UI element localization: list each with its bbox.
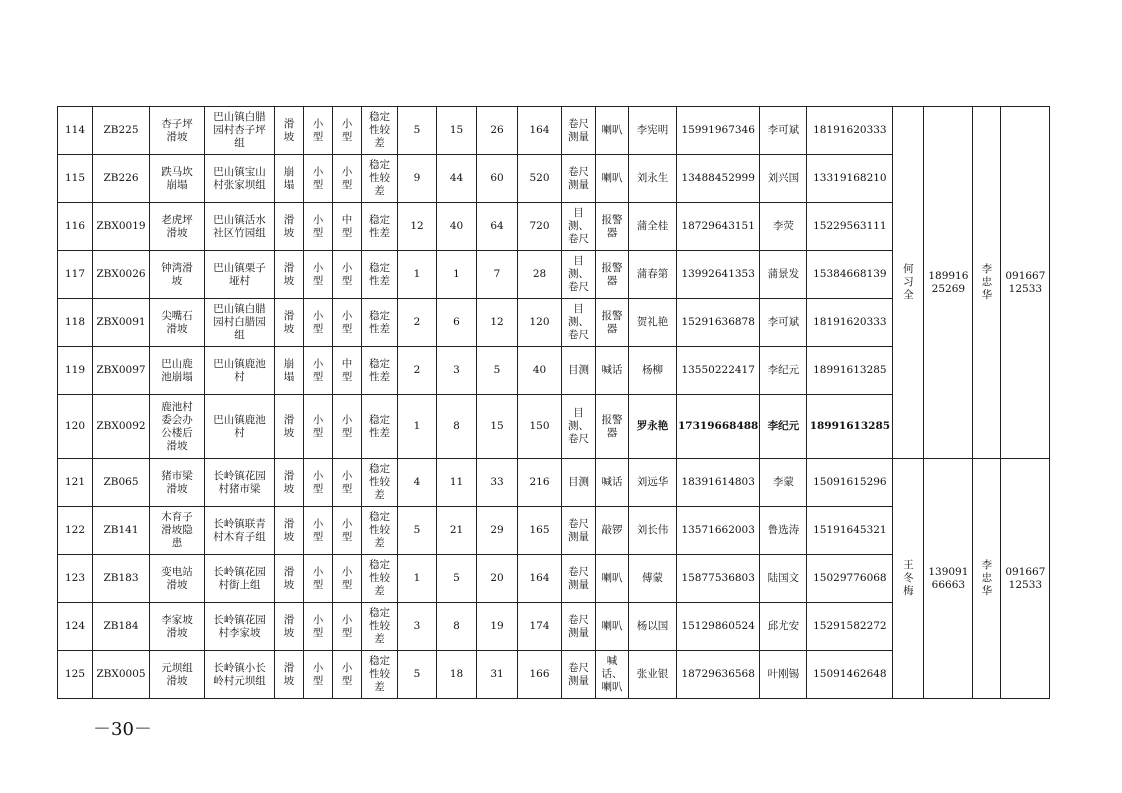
monitor-person-cell: 刘长伟 [629,507,677,555]
hazard-type-cell: 滑 坡 [275,107,304,155]
area-value-cell: 165 [518,507,562,555]
stability-cell: 稳定 性较 差 [362,155,398,203]
hazard-scale-cell: 小 型 [304,107,333,155]
responsible-person-cell: 李可斌 [760,299,807,347]
hazard-name-cell: 钟湾滑 坡 [150,251,205,299]
threat-level-cell: 中 型 [333,347,362,395]
responsible-phone-cell: 18191620333 [807,107,893,155]
persons-count-cell: 18 [437,651,477,699]
persons-count-cell: 21 [437,507,477,555]
area-value-cell: 720 [518,203,562,251]
alarm-method-cell: 报警 器 [596,395,629,459]
alarm-method-cell: 报警 器 [596,299,629,347]
hazard-scale-cell: 小 型 [304,299,333,347]
hazard-scale-cell: 小 型 [304,347,333,395]
stability-cell: 稳定 性较 差 [362,107,398,155]
households-count-cell: 12 [398,203,437,251]
hazard-type-cell: 滑 坡 [275,507,304,555]
hazard-scale-cell: 小 型 [304,507,333,555]
area-value-cell: 120 [518,299,562,347]
hazard-code-cell: ZBX0019 [93,203,150,251]
stability-cell: 稳定 性较 差 [362,507,398,555]
hazard-code-cell: ZB183 [93,555,150,603]
stability-cell: 稳定 性较 差 [362,603,398,651]
hazard-code-cell: ZB184 [93,603,150,651]
households-count-cell: 1 [398,251,437,299]
threat-level-cell: 小 型 [333,107,362,155]
hazard-location-cell: 巴山镇鹿池 村 [205,395,275,459]
monitor-method-cell: 卷尺 测量 [562,603,596,651]
hazard-name-cell: 元坝组 滑坡 [150,651,205,699]
responsible-phone-cell: 15191645321 [807,507,893,555]
row-number-cell: 115 [58,155,93,203]
responsible-phone-cell: 15091615296 [807,459,893,507]
hazard-name-cell: 巴山鹿 池崩塌 [150,347,205,395]
assets-value-cell: 15 [477,395,518,459]
row-number-cell: 118 [58,299,93,347]
monitor-method-cell: 卷尺 测量 [562,507,596,555]
hazard-location-cell: 长岭镇花园 村猪市梁 [205,459,275,507]
monitor-phone-cell: 18729643151 [677,203,760,251]
monitor-person-cell: 罗永艳 [629,395,677,459]
hazard-name-cell: 杏子坪 滑坡 [150,107,205,155]
alarm-method-cell: 喊 话、 喇叭 [596,651,629,699]
hazard-type-cell: 滑 坡 [275,251,304,299]
responsible-person-cell: 李纪元 [760,395,807,459]
hazard-name-cell: 猪市梁 滑坡 [150,459,205,507]
threat-level-cell: 小 型 [333,459,362,507]
hazard-scale-cell: 小 型 [304,395,333,459]
hazard-name-cell: 木育子 滑坡隐 患 [150,507,205,555]
responsible-phone-cell: 15384668139 [807,251,893,299]
hazard-type-cell: 滑 坡 [275,459,304,507]
threat-level-cell: 小 型 [333,555,362,603]
hazard-location-cell: 长岭镇花园 村街上组 [205,555,275,603]
table-body [58,107,1050,699]
threat-level-cell: 小 型 [333,395,362,459]
hazard-type-cell: 滑 坡 [275,603,304,651]
alarm-method-cell: 喇叭 [596,555,629,603]
hazard-name-cell: 尖嘴石 滑坡 [150,299,205,347]
persons-count-cell: 15 [437,107,477,155]
hazard-scale-cell: 小 型 [304,603,333,651]
responsible-person-cell: 刘兴国 [760,155,807,203]
assets-value-cell: 5 [477,347,518,395]
hazard-type-cell: 滑 坡 [275,395,304,459]
hazard-code-cell: ZB065 [93,459,150,507]
area-value-cell: 520 [518,155,562,203]
hazard-scale-cell: 小 型 [304,459,333,507]
responsible-phone-cell: 18991613285 [807,347,893,395]
monitor-phone-cell: 13488452999 [677,155,760,203]
stability-cell: 稳定 性差 [362,299,398,347]
monitor-method-cell: 卷尺 测量 [562,155,596,203]
hazard-code-cell: ZBX0097 [93,347,150,395]
area-value-cell: 28 [518,251,562,299]
row-number-cell: 120 [58,395,93,459]
row-number-cell: 116 [58,203,93,251]
hazard-scale-cell: 小 型 [304,251,333,299]
persons-count-cell: 8 [437,395,477,459]
assets-value-cell: 33 [477,459,518,507]
group-official-name-cell: 何 习 全 [893,107,924,459]
persons-count-cell: 11 [437,459,477,507]
responsible-person-cell: 邱尤安 [760,603,807,651]
hazard-location-cell: 长岭镇花园 村李家坡 [205,603,275,651]
threat-level-cell: 小 型 [333,251,362,299]
monitor-method-cell: 目 测、 卷尺 [562,395,596,459]
assets-value-cell: 20 [477,555,518,603]
monitor-method-cell: 卷尺 测量 [562,555,596,603]
group-official-phone-cell: 139091 66663 [924,459,973,699]
hazard-type-cell: 滑 坡 [275,203,304,251]
monitor-phone-cell: 15129860524 [677,603,760,651]
alarm-method-cell: 喇叭 [596,603,629,651]
responsible-phone-cell: 18991613285 [807,395,893,459]
monitor-person-cell: 杨以国 [629,603,677,651]
hazard-type-cell: 滑 坡 [275,555,304,603]
group-supervisor-phone-cell: 091667 12533 [1001,107,1050,459]
responsible-person-cell: 李可斌 [760,107,807,155]
monitor-phone-cell: 15291636878 [677,299,760,347]
monitor-person-cell: 傅蒙 [629,555,677,603]
persons-count-cell: 8 [437,603,477,651]
monitor-method-cell: 卷尺 测量 [562,651,596,699]
stability-cell: 稳定 性差 [362,203,398,251]
monitor-phone-cell: 17319668488 [677,395,760,459]
households-count-cell: 1 [398,555,437,603]
monitor-method-cell: 目 测、 卷尺 [562,299,596,347]
responsible-person-cell: 叶刚锡 [760,651,807,699]
row-number-cell: 121 [58,459,93,507]
table-row [58,107,1050,155]
area-value-cell: 164 [518,107,562,155]
responsible-person-cell: 李纪元 [760,347,807,395]
stability-cell: 稳定 性差 [362,347,398,395]
hazard-table [57,106,1050,699]
monitor-method-cell: 目 测、 卷尺 [562,251,596,299]
row-number-cell: 125 [58,651,93,699]
monitor-person-cell: 张业银 [629,651,677,699]
hazard-code-cell: ZBX0005 [93,651,150,699]
hazard-code-cell: ZB226 [93,155,150,203]
threat-level-cell: 小 型 [333,507,362,555]
assets-value-cell: 64 [477,203,518,251]
area-value-cell: 164 [518,555,562,603]
responsible-phone-cell: 13319168210 [807,155,893,203]
hazard-code-cell: ZBX0026 [93,251,150,299]
hazard-code-cell: ZBX0092 [93,395,150,459]
households-count-cell: 1 [398,395,437,459]
hazard-type-cell: 滑 坡 [275,651,304,699]
threat-level-cell: 小 型 [333,299,362,347]
row-number-cell: 124 [58,603,93,651]
area-value-cell: 150 [518,395,562,459]
hazard-location-cell: 巴山镇白腊 园村白腊园 组 [205,299,275,347]
responsible-phone-cell: 15091462648 [807,651,893,699]
hazard-location-cell: 巴山镇白腊 园村杏子坪 组 [205,107,275,155]
alarm-method-cell: 喇叭 [596,155,629,203]
row-number-cell: 122 [58,507,93,555]
group-official-phone-cell: 189916 25269 [924,107,973,459]
monitor-phone-cell: 13992641353 [677,251,760,299]
stability-cell: 稳定 性较 差 [362,555,398,603]
monitor-person-cell: 蒲春第 [629,251,677,299]
persons-count-cell: 1 [437,251,477,299]
stability-cell: 稳定 性差 [362,395,398,459]
hazard-code-cell: ZB225 [93,107,150,155]
hazard-location-cell: 长岭镇联青 村木育子组 [205,507,275,555]
responsible-person-cell: 鲁选涛 [760,507,807,555]
hazard-type-cell: 滑 坡 [275,299,304,347]
monitor-method-cell: 目 测、 卷尺 [562,203,596,251]
area-value-cell: 174 [518,603,562,651]
responsible-person-cell: 李荧 [760,203,807,251]
row-number-cell: 114 [58,107,93,155]
alarm-method-cell: 报警 器 [596,251,629,299]
threat-level-cell: 小 型 [333,155,362,203]
assets-value-cell: 7 [477,251,518,299]
hazard-type-cell: 崩 塌 [275,347,304,395]
page-number: －30－ [93,719,152,740]
households-count-cell: 9 [398,155,437,203]
responsible-phone-cell: 15291582272 [807,603,893,651]
hazard-name-cell: 跌马坎 崩塌 [150,155,205,203]
persons-count-cell: 40 [437,203,477,251]
monitor-person-cell: 刘远华 [629,459,677,507]
hazard-name-cell: 变电站 滑坡 [150,555,205,603]
persons-count-cell: 44 [437,155,477,203]
alarm-method-cell: 喇叭 [596,107,629,155]
stability-cell: 稳定 性较 差 [362,459,398,507]
hazard-scale-cell: 小 型 [304,155,333,203]
households-count-cell: 2 [398,299,437,347]
monitor-phone-cell: 18729636568 [677,651,760,699]
persons-count-cell: 6 [437,299,477,347]
hazard-location-cell: 巴山镇宝山 村张家坝组 [205,155,275,203]
monitor-person-cell: 刘永生 [629,155,677,203]
responsible-person-cell: 陆国文 [760,555,807,603]
monitor-phone-cell: 15991967346 [677,107,760,155]
area-value-cell: 216 [518,459,562,507]
monitor-method-cell: 目测 [562,347,596,395]
households-count-cell: 5 [398,651,437,699]
hazard-location-cell: 巴山镇鹿池 村 [205,347,275,395]
threat-level-cell: 中 型 [333,203,362,251]
hazard-location-cell: 巴山镇栗子 垭村 [205,251,275,299]
monitor-method-cell: 目测 [562,459,596,507]
alarm-method-cell: 喊话 [596,347,629,395]
monitor-phone-cell: 13571662003 [677,507,760,555]
stability-cell: 稳定 性差 [362,251,398,299]
hazard-name-cell: 鹿池村 委会办 公楼后 滑坡 [150,395,205,459]
monitor-person-cell: 贺礼艳 [629,299,677,347]
monitor-person-cell: 杨柳 [629,347,677,395]
persons-count-cell: 3 [437,347,477,395]
group-official-name-cell: 王 冬 梅 [893,459,924,699]
hazard-scale-cell: 小 型 [304,651,333,699]
responsible-person-cell: 蒲景发 [760,251,807,299]
alarm-method-cell: 喊话 [596,459,629,507]
responsible-person-cell: 李蒙 [760,459,807,507]
monitor-person-cell: 李宪明 [629,107,677,155]
households-count-cell: 3 [398,603,437,651]
area-value-cell: 166 [518,651,562,699]
area-value-cell: 40 [518,347,562,395]
monitor-phone-cell: 18391614803 [677,459,760,507]
assets-value-cell: 31 [477,651,518,699]
assets-value-cell: 29 [477,507,518,555]
threat-level-cell: 小 型 [333,603,362,651]
table-row [58,459,1050,507]
stability-cell: 稳定 性较 差 [362,651,398,699]
responsible-phone-cell: 18191620333 [807,299,893,347]
group-supervisor-name-cell: 李 忠 华 [973,459,1001,699]
households-count-cell: 4 [398,459,437,507]
households-count-cell: 2 [398,347,437,395]
responsible-phone-cell: 15029776068 [807,555,893,603]
group-supervisor-phone-cell: 091667 12533 [1001,459,1050,699]
hazard-type-cell: 崩 塌 [275,155,304,203]
monitor-person-cell: 蒲全桂 [629,203,677,251]
assets-value-cell: 60 [477,155,518,203]
group-supervisor-name-cell: 李 忠 华 [973,107,1001,459]
threat-level-cell: 小 型 [333,651,362,699]
hazard-name-cell: 李家坡 滑坡 [150,603,205,651]
hazard-scale-cell: 小 型 [304,555,333,603]
hazard-location-cell: 长岭镇小长 岭村元坝组 [205,651,275,699]
row-number-cell: 117 [58,251,93,299]
monitor-method-cell: 卷尺 测量 [562,107,596,155]
persons-count-cell: 5 [437,555,477,603]
assets-value-cell: 19 [477,603,518,651]
households-count-cell: 5 [398,507,437,555]
households-count-cell: 5 [398,107,437,155]
hazard-code-cell: ZB141 [93,507,150,555]
hazard-name-cell: 老虎坪 滑坡 [150,203,205,251]
monitor-phone-cell: 15877536803 [677,555,760,603]
row-number-cell: 123 [58,555,93,603]
hazard-location-cell: 巴山镇活水 社区竹园组 [205,203,275,251]
hazard-scale-cell: 小 型 [304,203,333,251]
hazard-code-cell: ZBX0091 [93,299,150,347]
row-number-cell: 119 [58,347,93,395]
alarm-method-cell: 敲锣 [596,507,629,555]
alarm-method-cell: 报警 器 [596,203,629,251]
responsible-phone-cell: 15229563111 [807,203,893,251]
monitor-phone-cell: 13550222417 [677,347,760,395]
assets-value-cell: 26 [477,107,518,155]
assets-value-cell: 12 [477,299,518,347]
